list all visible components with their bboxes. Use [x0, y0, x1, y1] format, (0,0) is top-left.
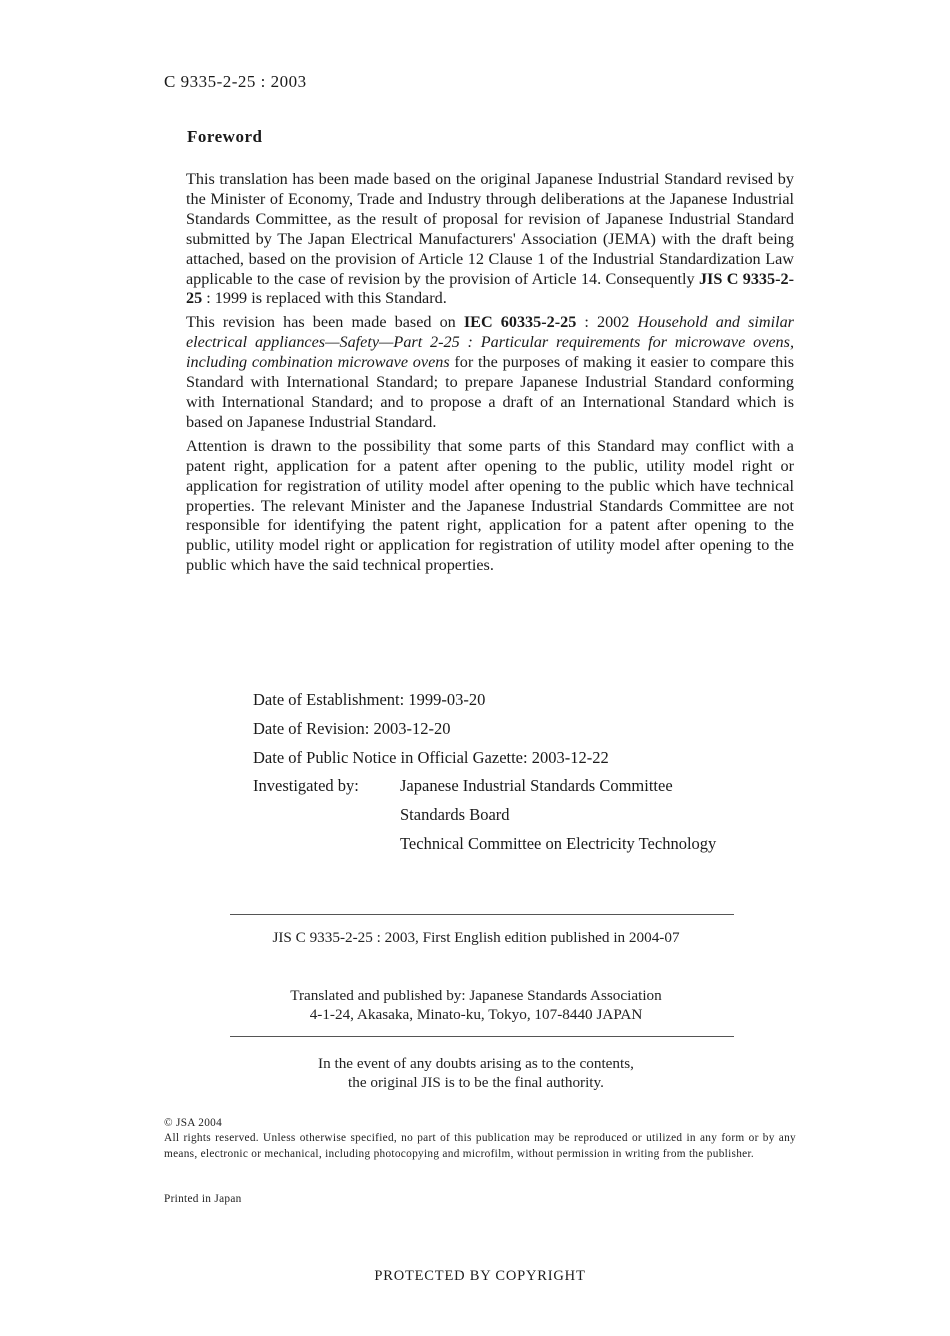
- foreword-paragraph-1: [186, 170, 794, 309]
- top-divider: [230, 914, 734, 915]
- publisher-line: Translated and published by: Japanese Standards Association: [290, 987, 662, 1004]
- authority-line-2: the original JIS is to be the final authority.: [348, 1074, 604, 1091]
- p2-standard-ref: IEC 60335-2-25: [463, 313, 577, 332]
- document-code-header: C 9335-2-25 : 2003: [164, 72, 307, 91]
- investigated-by-3: Technical Committee on Electricity Technology: [400, 833, 717, 853]
- foreword-paragraph-2: [186, 313, 794, 432]
- date-establishment: Date of Establishment: 1999-03-20: [253, 690, 486, 709]
- protected-footer: PROTECTED BY COPYRIGHT: [374, 1268, 586, 1284]
- dates-block: [253, 690, 716, 863]
- investigated-by-2: Standards Board: [400, 805, 510, 825]
- investigated-by-1: Japanese Industrial Standards Committee: [400, 776, 673, 796]
- address-line: 4-1-24, Akasaka, Minato-ku, Tokyo, 107-8440 JAPAN: [309, 1006, 643, 1023]
- edition-line: JIS C 9335-2-25 : 2003, First English edition published in 2004-07: [272, 929, 680, 946]
- foreword-body: [186, 170, 794, 580]
- p1-standard-ref: JIS C 9335-2-25: [186, 269, 794, 308]
- p1-text-b: : 1999 is replaced with this Standard.: [202, 289, 447, 308]
- date-public-notice: Date of Public Notice in Official Gazette: 2003-12-22: [253, 747, 609, 767]
- rights-notice: All rights reserved. Unless otherwise specified, no part of this publication may be reproduced or utilized in any form or by any means, electronic or mechanical, including photocopying and microfilm, without permission in writing from the publisher.: [164, 1132, 796, 1160]
- p1-text-a: This translation has been made based on the original Japanese Industrial Standard revised by the Minister of Economy, Trade and Industry through deliberations at the Japanese Industrial Standards Committee, as the result of proposal for revision of Japanese Industrial Standard submitted by The Japan Electrical Manufacturers' Association (JEMA) with the draft being attached, based on the provision of Article 12 Clause 1 of the Industrial Standardization Law applicable to the case of revision by the provision of Article 14. Consequently: [186, 170, 794, 288]
- bottom-divider: [230, 1036, 734, 1037]
- p2-iec-title: Household and similar electrical appliances—Safety—Part 2-25 : Particular requirements for microwave ovens, including combination microwave ovens: [186, 313, 794, 372]
- p2-text-a: This revision has been made based on: [186, 313, 464, 332]
- date-revision: Date of Revision: 2003-12-20: [253, 718, 451, 738]
- investigated-by-row: [253, 776, 716, 805]
- p2-text-c: for the purposes of making it easier to compare this Standard with International Standard; to prepare Japanese Industrial Standard conforming with International Standard; and to propose a draft of an International Standard which is based on Japanese Industrial Standard.: [186, 353, 794, 431]
- investigated-by-label: Investigated by:: [253, 776, 359, 796]
- foreword-paragraph-3: Attention is drawn to the possibility that some parts of this Standard may conflict with a patent right, application for a patent after opening to the public, utility model right or application for registration of utility model after opening to the public which have technical properties. The relevant Minister and the Japanese Industrial Standards Committee are not responsible for identifying the patent right, application for a patent after opening to the public, utility model right or application for registration of utility model after opening to the public which have the said technical properties.: [186, 436, 794, 575]
- copyright-line: © JSA 2004: [164, 1117, 223, 1129]
- foreword-heading: Foreword: [187, 127, 263, 146]
- printed-in-line: Printed in Japan: [164, 1193, 242, 1205]
- authority-line-1: In the event of any doubts arising as to the contents,: [318, 1055, 634, 1072]
- p2-text-b: : 2002: [576, 313, 638, 332]
